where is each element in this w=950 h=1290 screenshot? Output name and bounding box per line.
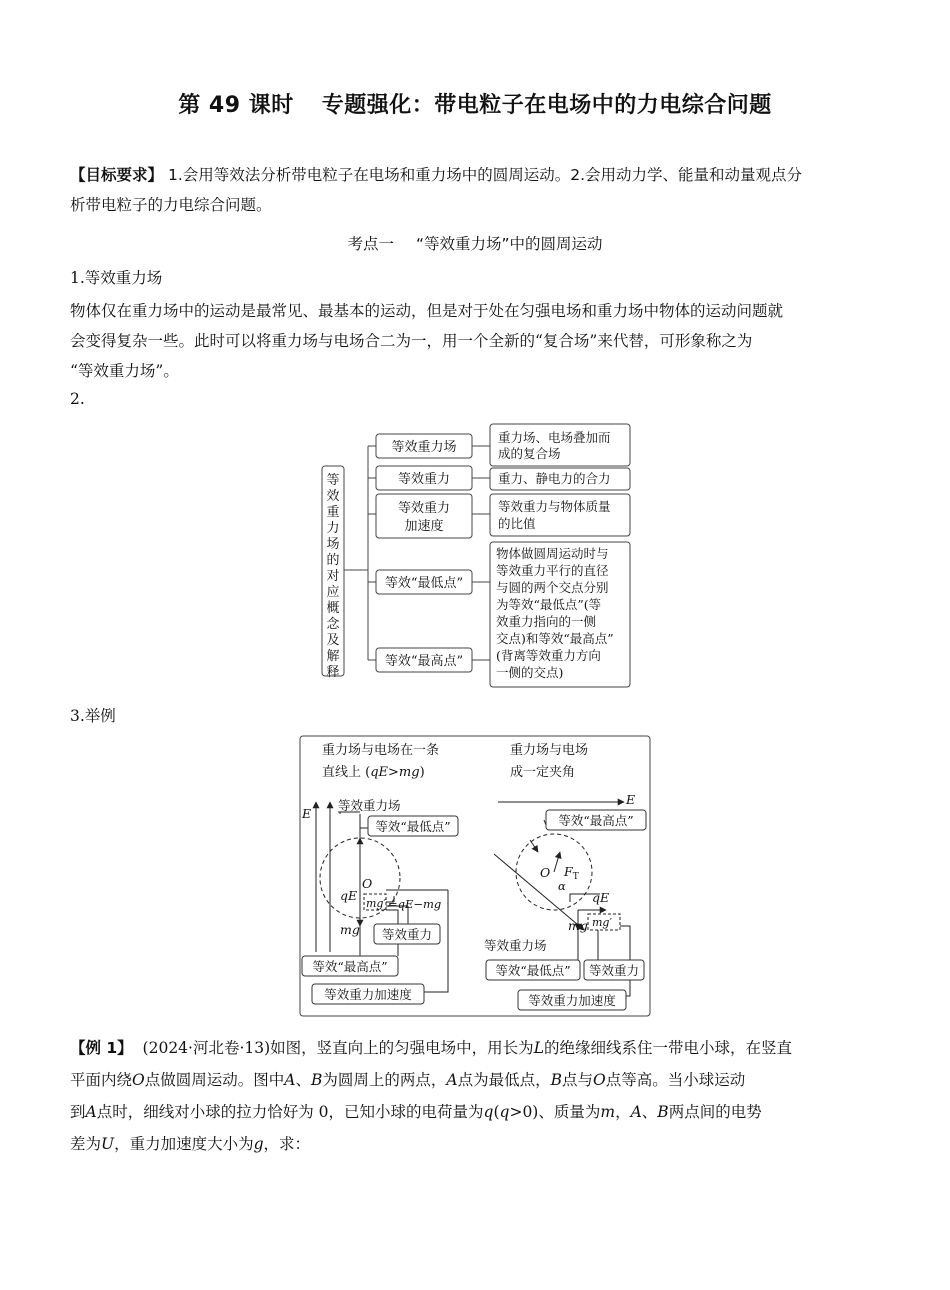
root-char: 力 [326, 521, 340, 536]
root-char: 念 [326, 617, 340, 632]
right-caption-line1: 重力场与电场 [510, 743, 589, 758]
right-lowest-label: 等效“最低点” [495, 963, 571, 978]
example1-label: 【例 1】 [70, 1039, 133, 1057]
objectives [70, 160, 882, 220]
def-line: 与圆的两个交点分别 [496, 580, 609, 595]
left-mg-prime-label: mg′ [366, 897, 386, 910]
left-O-label: O [362, 876, 373, 891]
right-mg-prime-label: mg′ [592, 916, 612, 929]
left-caption-line1: 重力场与电场在一条 [322, 743, 440, 758]
example1: 【例 1】 (2024·河北卷·13)如图，竖直向上的匀强电场中，用长为L的绝缘细线系住一带电小球，在竖直 平面内绕O点做圆周运动。图中A、B为圆周上的两点，A点为最低点，B点与O点等高。当小球运动 到A点时，细线对小球的拉力恰好为 0，已知小球的电荷量为q(q>0)、质量为m，A、B两点间的电势 差为U，重力加速度大小为g，求： [70, 1039, 792, 1153]
def-line: 等效重力与物体质量 [498, 499, 611, 514]
item1-body-line2: 会变得复杂一些。此时可以将重力场与电场合二为一，用一个全新的“复合场”来代替，可形象称之为 [70, 332, 753, 350]
example1-source: (2024·河北卷·13) [142, 1039, 271, 1057]
right-mg-label: mg [568, 918, 588, 933]
left-mg-label: mg [340, 922, 360, 937]
objectives-line1: 1.会用等效法分析带电粒子在电场和重力场中的圆周运动。2.会用动力学、能量和动量观点分 [167, 166, 803, 184]
def-line: 物体做圆周运动时与 [496, 546, 609, 561]
right-caption-line2: 成一定夹角 [510, 765, 576, 780]
left-caption-line2: 直线上 (qE>mg) [322, 765, 425, 780]
section-name: 考点一 [347, 235, 394, 253]
right-alpha-label: α [558, 879, 566, 893]
term-label: 等效“最高点” [384, 654, 464, 669]
def-line: 重力场、电场叠加而 [498, 430, 611, 445]
page-title [0, 88, 950, 119]
lesson-number: 第 49 课时 [178, 93, 294, 118]
left-field-label: 等效重力场 [338, 798, 401, 813]
term-label: 加速度 [404, 519, 444, 534]
root-char: 重 [326, 505, 340, 520]
right-O-label: O [540, 865, 551, 880]
root-char: 释 [326, 665, 340, 680]
root-char: 解 [326, 649, 340, 664]
def-line: (背离等效重力方向 [496, 648, 601, 663]
left-highest-label: 等效“最高点” [312, 959, 388, 974]
def-line: 效重力指向的一侧 [496, 614, 597, 629]
term-label: 等效重力 [397, 501, 451, 516]
item1-body-line1: 物体仅在重力场中的运动是最常见、最基本的运动，但是对于处在匀强电场和重力场中物体的运动问题就 [70, 302, 784, 320]
left-lowest-label: 等效“最低点” [375, 819, 451, 834]
left-E-label: E [302, 806, 312, 821]
term-label: 等效重力 [397, 472, 451, 487]
objectives-label: 【目标要求】 [70, 166, 164, 184]
def-line: 的比值 [498, 516, 536, 531]
section-topic: “等效重力场”中的圆周运动 [415, 235, 603, 253]
root-char: 对 [326, 569, 340, 584]
left-gravity-label: 等效重力 [381, 927, 433, 942]
root-char: 效 [326, 489, 340, 504]
term-label: 等效重力场 [391, 440, 457, 455]
item1-body-line3: “等效重力场”。 [70, 362, 179, 380]
root-char: 的 [326, 553, 340, 568]
root-char: 及 [326, 633, 340, 648]
def-line: 为等效“最低点”(等 [496, 597, 602, 612]
lesson-topic: 专题强化：带电粒子在电场中的力电综合问题 [321, 93, 772, 118]
item3-heading: 3.举例 [70, 707, 116, 725]
def-line: 等效重力平行的直径 [496, 563, 609, 578]
right-E-label: E [626, 792, 636, 807]
right-qE-label: qE [592, 890, 610, 905]
concept-map [318, 420, 636, 692]
right-accel-label: 等效重力加速度 [528, 993, 616, 1008]
left-eq-label: =qE−mg [388, 897, 442, 911]
section-heading [0, 232, 950, 254]
left-accel-label: 等效重力加速度 [324, 987, 412, 1002]
root-char: 等 [326, 473, 340, 488]
item2-heading: 2. [70, 390, 85, 408]
right-field-label: 等效重力场 [484, 938, 547, 953]
item1-body [70, 296, 882, 386]
root-char: 应 [326, 585, 340, 600]
item1-heading: 1.等效重力场 [70, 269, 163, 287]
term-label: 等效“最低点” [384, 576, 464, 591]
def-line: 成的复合场 [498, 446, 561, 461]
def-line: 一侧的交点) [496, 665, 564, 680]
objectives-line2: 析带电粒子的力电综合问题。 [70, 196, 272, 214]
right-gravity-label: 等效重力 [588, 963, 640, 978]
root-char: 场 [326, 537, 340, 552]
right-FT-label: $F_T$ [564, 864, 579, 882]
left-qE-label: qE [340, 888, 358, 903]
def-line: 重力、静电力的合力 [498, 471, 611, 486]
def-line: 交点)和等效“最高点” [496, 631, 614, 646]
root-char: 概 [326, 601, 340, 616]
example-figure [298, 734, 654, 1020]
right-highest-label: 等效“最高点” [558, 813, 634, 828]
